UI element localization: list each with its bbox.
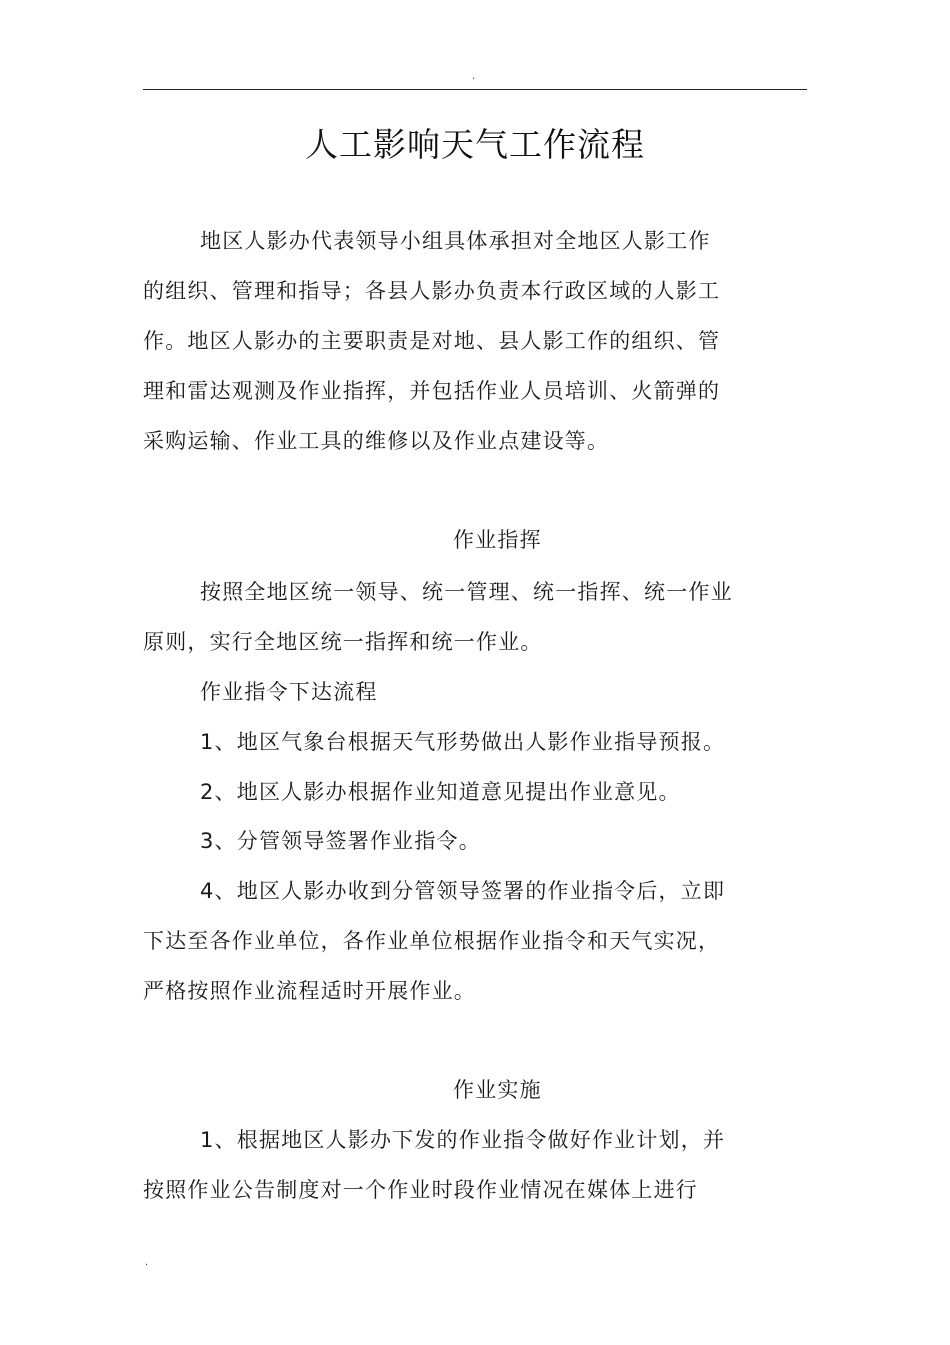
intro-line: 理和雷达观测及作业指挥，并包括作业人员培训、火箭弹的: [143, 379, 721, 403]
step-line: 1、地区气象台根据天气形势做出人影作业指导预报。: [200, 730, 726, 754]
step-line: 下达至各作业单位，各作业单位根据作业指令和天气实况，: [143, 929, 721, 953]
section-heading-implementation: 作业实施: [453, 1078, 542, 1102]
header-rule: [143, 89, 807, 90]
section-heading-command: 作业指挥: [453, 528, 542, 552]
principle-line: 原则，实行全地区统一指挥和统一作业。: [143, 630, 543, 654]
intro-line: 地区人影办代表领导小组具体承担对全地区人影工作: [200, 229, 711, 253]
intro-line: 作。地区人影办的主要职责是对地、县人影工作的组织、管: [143, 329, 721, 353]
document-title: 人工影响天气工作流程: [305, 125, 645, 164]
principle-line: 按照全地区统一领导、统一管理、统一指挥、统一作业: [200, 580, 733, 604]
header-mark: .: [472, 71, 476, 82]
subheading-order-flow: 作业指令下达流程: [200, 680, 378, 704]
step-line: 3、分管领导签署作业指令。: [200, 829, 481, 853]
step-line: 2、地区人影办根据作业知道意见提出作业意见。: [200, 780, 681, 804]
step-line: 4、地区人影办收到分管领导签署的作业指令后，立即: [200, 879, 726, 903]
footer-mark: .: [145, 1257, 149, 1268]
step-line: 严格按照作业流程适时开展作业。: [143, 979, 476, 1003]
step-line: 按照作业公告制度对一个作业时段作业情况在媒体上进行: [143, 1178, 698, 1202]
intro-line: 采购运输、作业工具的维修以及作业点建设等。: [143, 429, 610, 453]
intro-line: 的组织、管理和指导；各县人影办负责本行政区域的人影工: [143, 279, 721, 303]
step-line: 1、根据地区人影办下发的作业指令做好作业计划，并: [200, 1128, 726, 1152]
